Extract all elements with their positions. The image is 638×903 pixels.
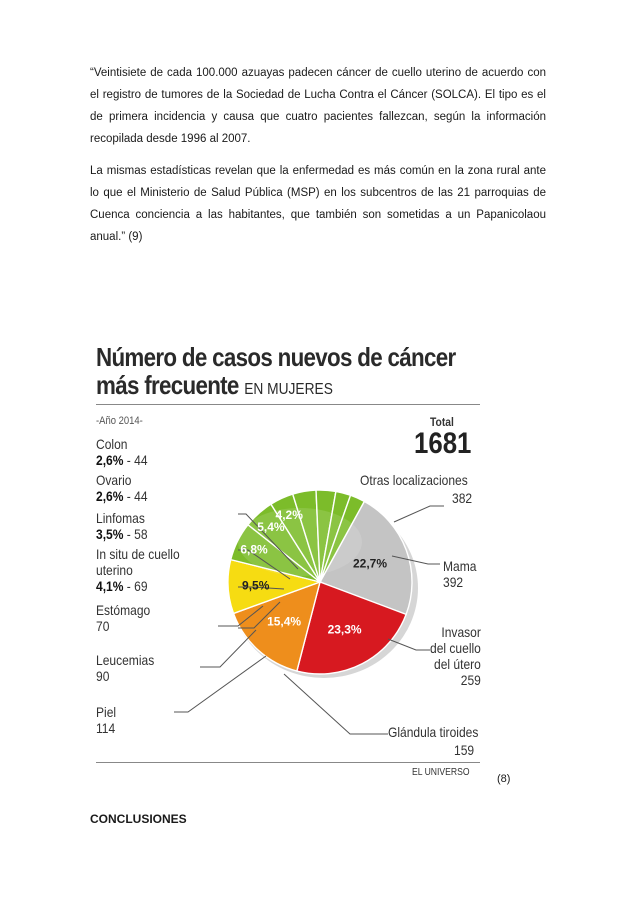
piel-name: Piel [96,704,117,720]
otras-name: Otras localizaciones [360,472,468,488]
label-mama [443,558,476,590]
label-in-situ [96,546,180,594]
section-heading: CONCLUSIONES [90,812,187,826]
label-tiroides [388,724,478,740]
year-label: -Año 2014- [96,415,143,427]
situ-pct: 4,1% [96,578,124,594]
pct-label-1: 23,3% [327,622,362,637]
piel-value: 114 [96,720,116,736]
colon-pct: 2,6% [96,452,124,468]
linfomas-pct: 3,5% [96,526,124,542]
bottom-divider [96,762,480,763]
leucemias-name: Leucemias [96,652,155,668]
label-estomago [96,602,150,634]
pct-label-4: 6,8% [240,542,268,557]
pct-label-2: 15,4% [267,614,302,629]
situ-value: - 69 [123,578,148,594]
pct-label-5: 5,4% [257,520,285,535]
estomago-value: 70 [96,618,110,634]
linfomas-value: - 58 [123,526,148,542]
label-piel [96,704,116,736]
leader-piel [174,656,266,712]
pct-label-3: 9,5% [242,578,270,593]
label-linfomas [96,510,148,542]
label-otras [360,472,468,488]
label-ovario [96,472,148,504]
linfomas-name: Linfomas [96,510,145,526]
leader-otras [394,506,444,522]
invasor-name1: Invasor [441,624,481,640]
colon-value: - 44 [123,452,148,468]
situ-name2: uterino [96,562,133,578]
colon-name: Colon [96,436,128,452]
tiroides-value: 159 [454,742,475,758]
mama-name: Mama [443,558,477,574]
mama-value: 392 [443,574,464,590]
label-colon [96,436,148,468]
invasor-name2: del cuello [430,640,481,656]
label-invasor [430,624,481,688]
total-label: Total [430,415,454,429]
source-label: EL UNIVERSO [412,767,470,778]
situ-name1: In situ de cuello [96,546,180,562]
total-value: 1681 [414,427,472,460]
ovario-pct: 2,6% [96,488,124,504]
label-leucemias [96,652,154,684]
figure-reference: (8) [497,773,511,785]
pct-label-6: 4,2% [275,508,303,523]
pct-label-0: 22,7% [352,556,388,571]
otras-value: 382 [452,490,473,506]
intro-paragraph: “Veintisiete de cada 100.000 azuayas padecen cáncer de cuello uterino de acuerdo con el registro de tumores de la Sociedad de Lucha Contra el Cáncer (SOLCA). El tipo es el de primera incidencia y causa que cuatro pacientes fallezcan, según la información recopilada desde 1996 al 2007. [90,67,546,145]
leader-tiroides [284,674,388,734]
infographic-title-line1: Número de casos nuevos de cáncer [96,342,456,372]
invasor-value: 259 [460,672,481,688]
ovario-name: Ovario [96,472,132,488]
ovario-value: - 44 [123,488,148,504]
statistics-paragraph: La mismas estadísticas revelan que la enfermedad es más común en la zona rural ante lo que el Ministerio de Salud Pública (MSP) en los subcentros de las 21 parroquias de Cuenca conciencia a las habitantes, que también son sometidas a un Papanicolaou anual.” (9) [90,165,546,243]
estomago-name: Estómago [96,602,151,618]
tiroides-name: Glándula tiroides [388,724,479,740]
invasor-name3: del útero [434,656,481,672]
leucemias-value: 90 [96,668,110,684]
title-bold-part: más frecuente [96,370,239,400]
title-suffix: EN MUJERES [244,381,333,398]
cancer-infographic [88,334,488,778]
